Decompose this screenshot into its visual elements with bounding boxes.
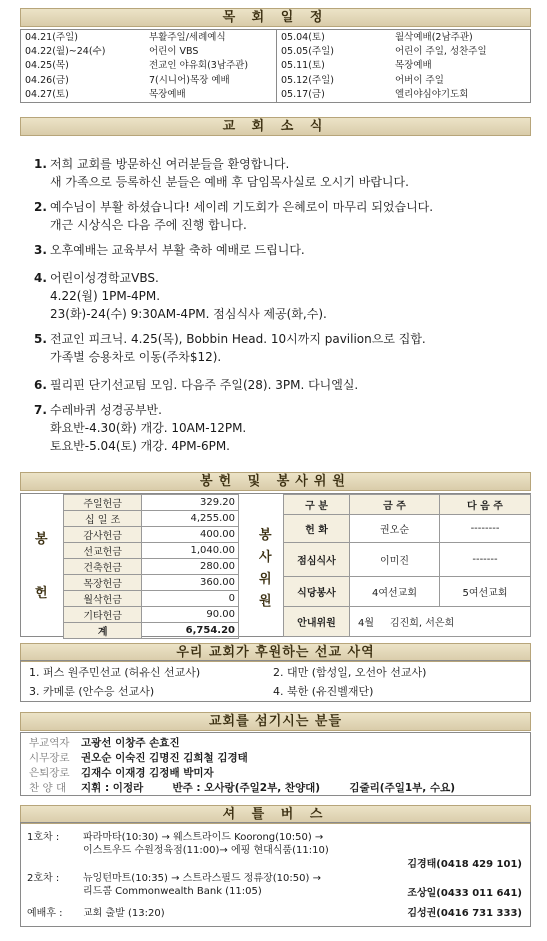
offering-value: 90.00 xyxy=(142,607,239,623)
mission-item: 1. 퍼스 원주민선교 (허유신 선교사) xyxy=(29,666,201,679)
server-names: 고광선 이창주 손효진 xyxy=(81,737,180,749)
server-label: 찬 양 대 xyxy=(29,782,67,794)
schedule-row xyxy=(21,88,276,102)
schedule-title: 목 회 일 정 xyxy=(20,8,531,27)
news-line: 개근 시상식은 다음 주에 진행 합니다. xyxy=(50,218,247,232)
service-next-week: -------- xyxy=(440,515,531,543)
service-next-week: ------- xyxy=(440,543,531,577)
server-names: 지휘 : 이정라 반주 : 오사랑(주일2부, 찬양대) 김줄리(주일1부, 수요) xyxy=(81,782,456,794)
schedule-event: 목장예배 xyxy=(149,88,186,100)
service-this-week: 권오순 xyxy=(350,515,440,543)
offering-side-label: 봉 xyxy=(35,532,48,547)
server-names: 권오순 이숙진 김명진 김희철 김경태 xyxy=(81,752,248,764)
service-table xyxy=(283,494,531,637)
schedule-row xyxy=(277,31,532,45)
service-side-label: 사 xyxy=(259,550,272,565)
service-side-label: 봉 xyxy=(259,528,272,543)
schedule-event: 엘리야심야기도회 xyxy=(395,88,469,100)
schedule-right-column xyxy=(277,31,532,103)
schedule-row xyxy=(21,31,276,45)
news-line: 저희 교회를 방문하신 여러분들을 환영합니다. xyxy=(50,157,290,171)
schedule-row xyxy=(277,45,532,59)
offering-value: 329.20 xyxy=(142,495,239,511)
schedule-event: 목장예배 xyxy=(395,60,432,72)
mission-title: 우리 교회가 후원하는 선교 사역 xyxy=(20,643,531,662)
table-row xyxy=(284,577,531,607)
news-line: 어린이성경학교VBS. xyxy=(50,271,159,285)
usher-names: 김진희, 서은희 xyxy=(389,618,455,629)
schedule-event: 부활주일/세례예식 xyxy=(149,32,226,43)
offering-value: 360.00 xyxy=(142,575,239,591)
offering-value: 1,040.00 xyxy=(142,543,239,559)
server-label: 은퇴장로 xyxy=(29,767,70,779)
news-number: 5. xyxy=(34,332,47,346)
news-item xyxy=(34,241,524,259)
offering-title: 봉헌 및 봉사위원 xyxy=(20,472,531,491)
table-row xyxy=(64,527,239,543)
servers-box xyxy=(20,732,531,796)
server-names: 김재수 이재경 김정배 박미자 xyxy=(81,767,214,779)
bus-route-line: 뉴잉턴마트(10:35) → 스트라스필드 정류장(10:50) → xyxy=(83,873,321,884)
schedule-date: 04.26(금) xyxy=(25,74,69,86)
service-role: 식당봉사 xyxy=(284,577,350,607)
news-item xyxy=(34,401,524,455)
schedule-date: 05.05(주일) xyxy=(281,46,334,58)
news-item xyxy=(34,269,524,323)
bus-driver: 김경태(0418 429 101) xyxy=(407,859,522,870)
news-item xyxy=(34,198,524,234)
service-next-week: 5여선교회 xyxy=(440,577,531,607)
table-row xyxy=(64,591,239,607)
news-line: 수레바퀴 성경공부반. xyxy=(50,403,162,417)
offering-name: 기타헌금 xyxy=(64,607,142,623)
offering-name: 계 xyxy=(64,623,142,639)
service-header: 구 분 xyxy=(284,495,350,515)
total-row xyxy=(64,623,239,639)
service-this-week: 4여선교회 xyxy=(350,577,440,607)
mission-item: 2. 대만 (함성일, 오선아 선교사) xyxy=(273,666,427,679)
table-row xyxy=(284,495,531,515)
news-item xyxy=(34,376,524,394)
offering-value: 280.00 xyxy=(142,559,239,575)
schedule-date: 04.27(토) xyxy=(25,88,69,100)
news-line: 토요반-5.04(토) 개강. 4PM-6PM. xyxy=(50,439,231,453)
server-row xyxy=(29,765,214,780)
schedule-event: 어버이 주일 xyxy=(395,74,444,86)
schedule-event: 전교인 야유회(3남주관) xyxy=(149,60,249,72)
offering-name: 목장헌금 xyxy=(64,575,142,591)
service-this-week: 이미진 xyxy=(350,543,440,577)
server-row xyxy=(29,750,248,765)
news-number: 2. xyxy=(34,200,47,214)
schedule-event: 어린이 VBS xyxy=(149,46,199,58)
bus-route-line: 교회 출발 (13:20) xyxy=(83,908,165,919)
bus-driver: 조상일(0433 011 641) xyxy=(407,888,522,899)
offering-table xyxy=(63,494,239,639)
schedule-date: 05.04(토) xyxy=(281,32,325,43)
schedule-event: 7(시니어)목장 예배 xyxy=(149,74,230,86)
news-line: 전교인 피크닉. 4.25(목), Bobbin Head. 10시까지 pavilion으로 집합. xyxy=(50,332,426,346)
table-row xyxy=(284,607,531,637)
offering-total: 6,754.20 xyxy=(142,623,239,639)
bus-car-label: 2호차 : xyxy=(27,873,60,884)
servers-title: 교회를 섬기시는 분들 xyxy=(20,712,531,731)
news-line: 4.22(월) 1PM-4PM. xyxy=(50,289,161,303)
news-line: 예수님이 부활 하셨습니다! 세이레 기도회가 은혜로이 마무리 되었습니다. xyxy=(50,200,434,214)
table-row xyxy=(64,559,239,575)
schedule-box xyxy=(20,29,531,103)
usher-cell xyxy=(350,607,531,637)
news-item xyxy=(34,155,524,191)
bus-title: 셔 틀 버 스 xyxy=(20,805,531,824)
schedule-date: 05.12(주일) xyxy=(281,74,334,86)
news-line: 필리핀 단기선교팀 모임. 다음주 주일(28). 3PM. 다니엘실. xyxy=(50,378,359,392)
table-row xyxy=(64,607,239,623)
service-header: 다 음 주 xyxy=(440,495,531,515)
server-row xyxy=(29,780,455,795)
table-row xyxy=(64,543,239,559)
offering-box xyxy=(20,493,531,637)
news-line: 오후예배는 교육부서 부활 축하 예배로 드립니다. xyxy=(50,243,305,257)
schedule-date: 04.25(목) xyxy=(25,60,69,72)
schedule-row xyxy=(277,74,532,88)
news-list xyxy=(34,155,524,455)
schedule-event: 어린이 주일, 성찬주일 xyxy=(395,46,487,58)
server-label: 시무장로 xyxy=(29,752,70,764)
table-row xyxy=(284,543,531,577)
news-number: 1. xyxy=(34,157,47,171)
mission-item: 3. 카메룬 (안수응 선교사) xyxy=(29,685,155,698)
bus-driver: 김성권(0416 731 333) xyxy=(407,908,522,919)
table-row xyxy=(64,575,239,591)
news-line: 가족별 승용차로 이동(주차$12). xyxy=(50,350,222,364)
offering-name: 선교헌금 xyxy=(64,543,142,559)
news-number: 4. xyxy=(34,271,47,285)
schedule-date: 04.22(월)~24(수) xyxy=(25,46,106,58)
bus-route-line: 이스트우드 수원정육점(11:00)→ 에핑 현대식품(11:10) xyxy=(83,845,329,856)
service-role: 헌 화 xyxy=(284,515,350,543)
offering-name: 십 일 조 xyxy=(64,511,142,527)
schedule-row xyxy=(277,88,532,102)
schedule-date: 05.11(토) xyxy=(281,60,325,72)
offering-value: 4,255.00 xyxy=(142,511,239,527)
news-line: 23(화)-24(수) 9:30AM-4PM. 점심식사 제공(화,수). xyxy=(50,307,327,321)
bus-route-line: 리드콤 Commonwealth Bank (11:05) xyxy=(83,886,262,897)
bus-car-label: 1호차 : xyxy=(27,832,60,843)
offering-name: 월삭헌금 xyxy=(64,591,142,607)
offering-value: 400.00 xyxy=(142,527,239,543)
schedule-date: 04.21(주일) xyxy=(25,32,78,43)
bus-route-line: 파라마타(10:30) → 웨스트라이드 Koorong(10:50) → xyxy=(83,832,324,843)
schedule-row xyxy=(21,74,276,88)
schedule-date: 05.17(금) xyxy=(281,88,325,100)
schedule-left-column xyxy=(21,31,276,103)
offering-name: 감사헌금 xyxy=(64,527,142,543)
server-label: 부교역자 xyxy=(29,737,70,749)
schedule-event: 월삭예배(2남주관) xyxy=(395,32,473,43)
service-side-label: 위 xyxy=(259,572,272,587)
news-title: 교 회 소 식 xyxy=(20,117,531,136)
service-role: 점심식사 xyxy=(284,543,350,577)
service-role: 안내위원 xyxy=(284,607,350,637)
schedule-row xyxy=(21,45,276,59)
news-line: 화요반-4.30(화) 개강. 10AM-12PM. xyxy=(50,421,247,435)
mission-item: 4. 북한 (유진벨재단) xyxy=(273,685,374,698)
offering-name: 건축헌금 xyxy=(64,559,142,575)
mission-box xyxy=(20,660,531,702)
service-side-label: 원 xyxy=(259,594,272,609)
bus-car-label: 예배후 : xyxy=(27,908,63,919)
usher-month: 4월 xyxy=(358,618,375,629)
schedule-row xyxy=(21,59,276,73)
news-number: 6. xyxy=(34,378,47,392)
bus-box xyxy=(20,822,531,927)
schedule-row xyxy=(277,59,532,73)
service-header: 금 주 xyxy=(350,495,440,515)
offering-name: 주일헌금 xyxy=(64,495,142,511)
server-row xyxy=(29,735,180,750)
news-line: 새 가족으로 등록하신 분들은 예배 후 담임목사실로 오시기 바랍니다. xyxy=(50,175,409,189)
news-number: 3. xyxy=(34,243,47,257)
table-row xyxy=(64,495,239,511)
news-number: 7. xyxy=(34,403,47,417)
table-row xyxy=(64,511,239,527)
news-item xyxy=(34,330,524,366)
offering-value: 0 xyxy=(142,591,239,607)
offering-side-label: 헌 xyxy=(35,586,48,601)
table-row xyxy=(284,515,531,543)
